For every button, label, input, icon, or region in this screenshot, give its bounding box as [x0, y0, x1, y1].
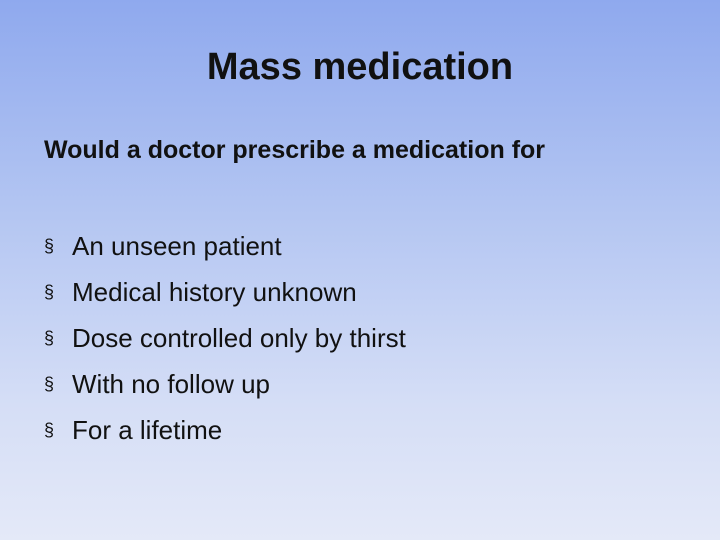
list-item [44, 407, 406, 453]
section-sign-bullet-icon: § [44, 374, 55, 394]
section-sign-bullet-icon: § [44, 236, 55, 256]
list-item [44, 223, 406, 269]
bullet-text: Medical history unknown [72, 276, 357, 307]
bullet-text: An unseen patient [72, 230, 282, 261]
section-sign-bullet-icon: § [44, 420, 55, 440]
list-item [44, 269, 406, 315]
slide-title: Mass medication [206, 46, 514, 88]
section-sign-bullet-icon: § [44, 328, 55, 348]
section-sign-bullet-icon: § [44, 282, 55, 302]
bullet-list [44, 223, 406, 453]
slide-subtitle: Would a doctor prescribe a medication for [44, 136, 546, 164]
bullet-text: Dose controlled only by thirst [72, 322, 406, 353]
bullet-text: For a lifetime [72, 414, 223, 445]
list-item [44, 361, 406, 407]
bullet-text: With no follow up [72, 368, 270, 399]
list-item [44, 315, 406, 361]
